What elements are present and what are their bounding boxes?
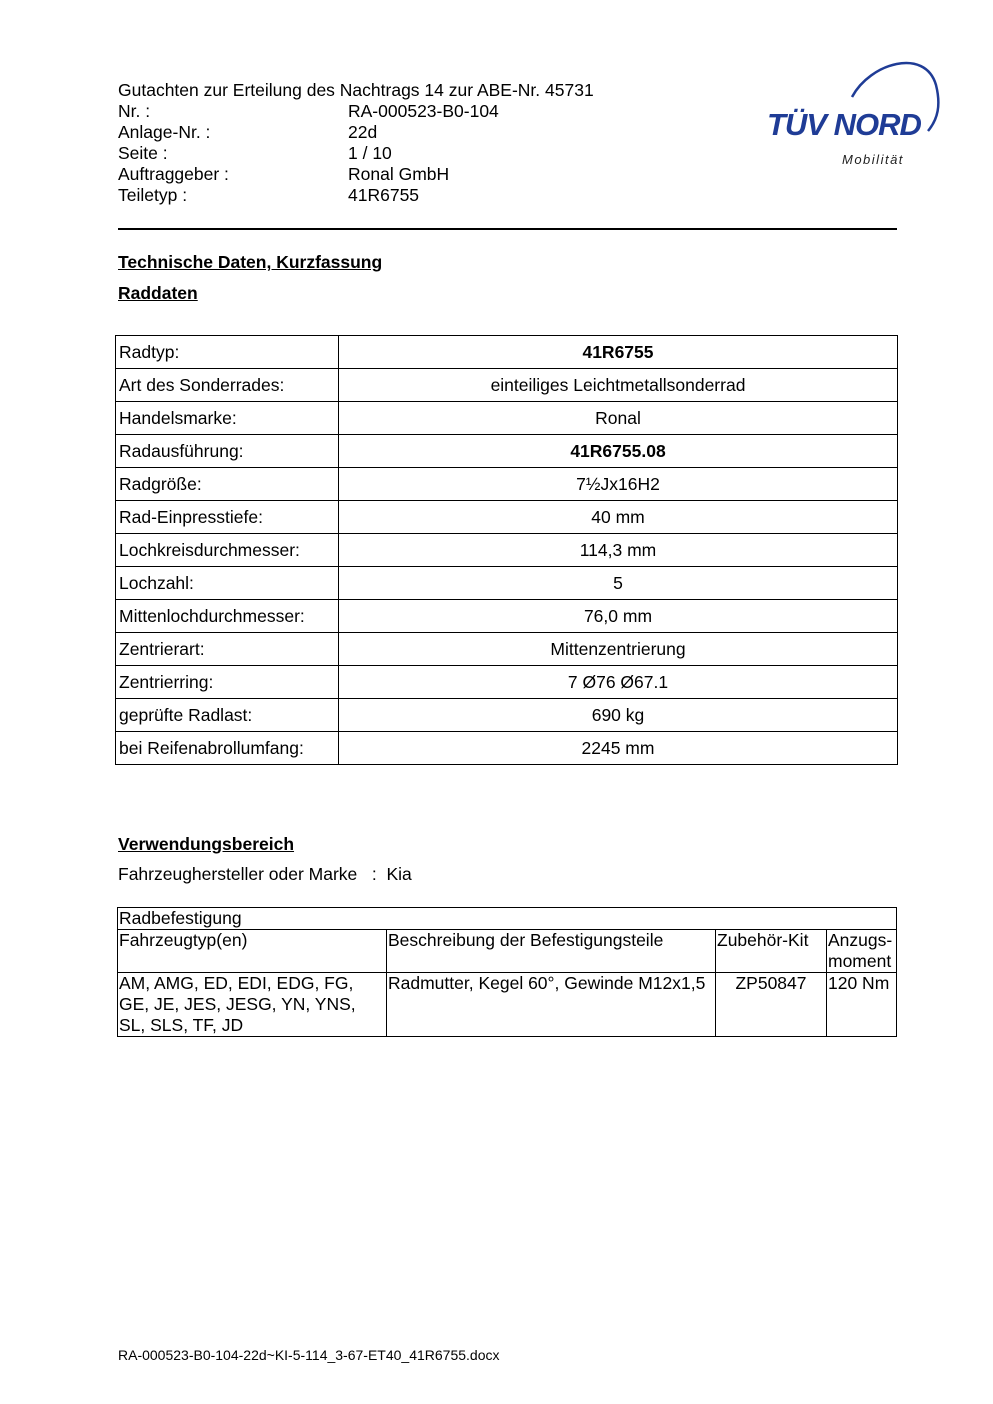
vehicle-types: AM, AMG, ED, EDI, EDG, FG, GE, JE, JES, JESG, YN, YNS, SL, SLS, TF, JD	[118, 973, 387, 1037]
wheel-data-table	[115, 335, 898, 765]
wheel-data-label: Radgröße:	[116, 468, 339, 501]
wheel-data-label: Lochkreisdurchmesser:	[116, 534, 339, 567]
wheel-data-row	[116, 699, 898, 732]
section-heading-technical: Technische Daten, Kurzfassung	[118, 252, 383, 272]
header-field-teiletyp	[118, 185, 594, 206]
accessory-kit: ZP50847	[716, 973, 827, 1037]
header-label: Auftraggeber :	[118, 164, 229, 184]
header-value: Ronal GmbH	[348, 164, 450, 184]
tuv-nord-logo	[760, 55, 950, 175]
wheel-data-label: Radausführung:	[116, 435, 339, 468]
wheel-data-label: Mittenlochdurchmesser:	[116, 600, 339, 633]
header-kit: Zubehör-Kit	[716, 930, 827, 973]
mounting-title-row	[118, 908, 897, 930]
header-field-seite	[118, 143, 594, 164]
header-value: 22d	[348, 122, 378, 142]
mounting-table	[117, 907, 897, 1037]
vehicle-maker-line	[118, 864, 412, 885]
mounting-header-row	[118, 930, 897, 973]
section-heading-usage: Verwendungsbereich	[118, 834, 295, 854]
wheel-data-row	[116, 534, 898, 567]
logo-wordmark: TÜV NORD	[767, 107, 921, 142]
header-label: Anlage-Nr. :	[118, 122, 211, 142]
header-torque: Anzugs-moment	[827, 930, 897, 973]
wheel-data-row	[116, 468, 898, 501]
header-field-anlage	[118, 122, 594, 143]
wheel-data-value: 41R6755	[339, 336, 898, 369]
wheel-data-label: Handelsmarke:	[116, 402, 339, 435]
wheel-data-label: Radtyp:	[116, 336, 339, 369]
header-value: RA-000523-B0-104	[348, 101, 499, 121]
fastener-description: Radmutter, Kegel 60°, Gewinde M12x1,5	[387, 973, 716, 1037]
wheel-data-value: 76,0 mm	[339, 600, 898, 633]
header-vehicle-types: Fahrzeugtyp(en)	[118, 930, 387, 973]
wheel-data-value: 690 kg	[339, 699, 898, 732]
header-description: Beschreibung der Befestigungsteile	[387, 930, 716, 973]
wheel-data-row	[116, 402, 898, 435]
wheel-data-row	[116, 567, 898, 600]
maker-value: Kia	[386, 864, 412, 884]
header-divider	[118, 228, 897, 230]
wheel-data-value: 7½Jx16H2	[339, 468, 898, 501]
wheel-data-value: einteiliges Leichtmetallsonderrad	[339, 369, 898, 402]
tightening-torque: 120 Nm	[827, 973, 897, 1037]
wheel-data-label: Zentrierring:	[116, 666, 339, 699]
wheel-data-row	[116, 600, 898, 633]
wheel-data-label: Rad-Einpresstiefe:	[116, 501, 339, 534]
wheel-data-value: 5	[339, 567, 898, 600]
mounting-title: Radbefestigung	[118, 908, 897, 930]
header-label: Teiletyp :	[118, 185, 188, 205]
header-field-nr	[118, 101, 594, 122]
header-field-auftraggeber	[118, 164, 594, 185]
wheel-data-label: Art des Sonderrades:	[116, 369, 339, 402]
wheel-data-row	[116, 501, 898, 534]
wheel-data-label: Zentrierart:	[116, 633, 339, 666]
mounting-data-row	[118, 973, 897, 1037]
wheel-data-value: 7 Ø76 Ø67.1	[339, 666, 898, 699]
wheel-data-label: bei Reifenabrollumfang:	[116, 732, 339, 765]
wheel-data-row	[116, 732, 898, 765]
maker-label: Fahrzeughersteller oder Marke	[118, 864, 358, 884]
wheel-data-value: 41R6755.08	[339, 435, 898, 468]
header-label: Seite :	[118, 143, 168, 163]
header-value: 1 / 10	[348, 143, 392, 163]
footer-filename: RA-000523-B0-104-22d~KI-5-114_3-67-ET40_41R6755.docx	[118, 1347, 500, 1363]
report-title: Gutachten zur Erteilung des Nachtrags 14 zur ABE-Nr. 45731	[118, 80, 594, 100]
wheel-data-label: Lochzahl:	[116, 567, 339, 600]
header-label: Nr. :	[118, 101, 151, 121]
wheel-data-value: Ronal	[339, 402, 898, 435]
wheel-data-row	[116, 336, 898, 369]
section-heading-wheel: Raddaten	[118, 283, 198, 303]
header-value: 41R6755	[348, 185, 420, 205]
wheel-data-value: 40 mm	[339, 501, 898, 534]
maker-separator: :	[371, 864, 377, 884]
logo-subtitle: Mobilität	[842, 152, 904, 167]
wheel-data-row	[116, 666, 898, 699]
wheel-data-value: 114,3 mm	[339, 534, 898, 567]
wheel-data-value: 2245 mm	[339, 732, 898, 765]
wheel-data-row	[116, 369, 898, 402]
wheel-data-label: geprüfte Radlast:	[116, 699, 339, 732]
document-header	[118, 80, 594, 206]
wheel-data-row	[116, 435, 898, 468]
wheel-data-value: Mittenzentrierung	[339, 633, 898, 666]
wheel-data-row	[116, 633, 898, 666]
